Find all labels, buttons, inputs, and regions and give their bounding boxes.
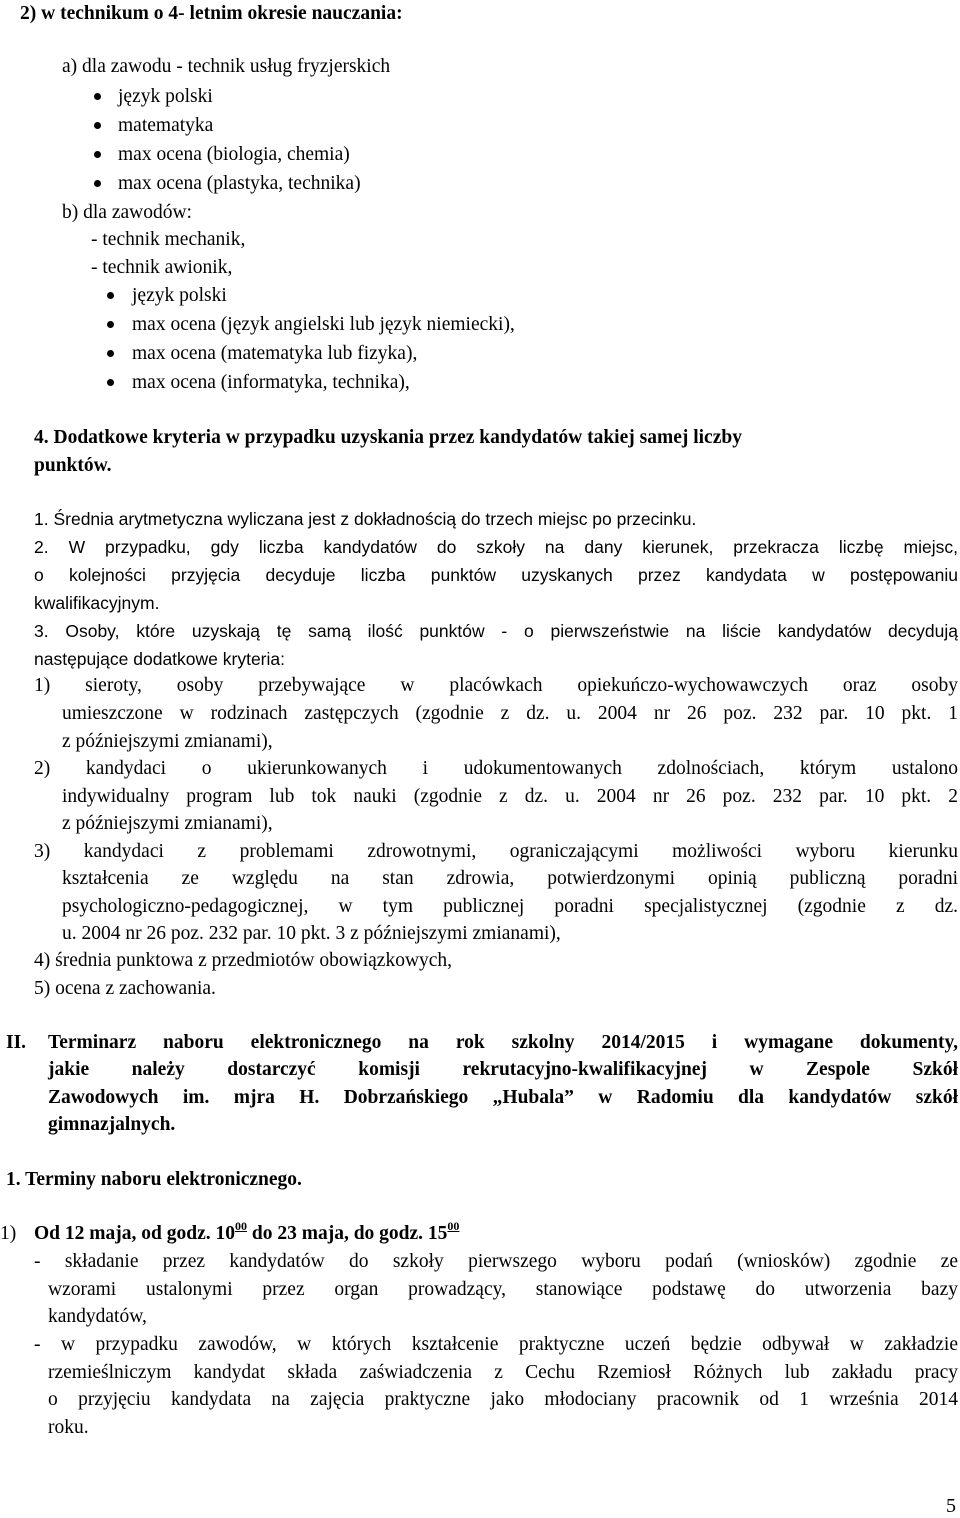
section-ii-heading-cont: Zawodowych im. mjra H. Dobrzańskiego „Hubala” w Radomiu dla kandydatów szkół (48, 1087, 958, 1108)
section-ii-heading-cont: jakie należy dostarczyć komisji rekrutacyjno-kwalifikacyjnej w Zespole Szkół (48, 1059, 958, 1080)
section-ii-heading: Terminarz naboru elektronicznego na rok szkolny 2014/2015 i wymagane dokumenty, (48, 1032, 958, 1053)
term-description-cont: kandydatów, (48, 1306, 147, 1327)
term-end: do 23 maja, do godz. 15 (246, 1223, 448, 1244)
additional-criterion: 5) ocena z zachowania. (34, 978, 216, 999)
additional-criterion-cont: psychologiczno-pedagogicznej, w tym publicznej poradni specjalistycznej (zgodnie z dz. (62, 896, 958, 917)
job-item: - technik awionik, (91, 257, 233, 278)
term-description-cont: wzorami ustalonymi przez organ prowadzący, stanowiące podstawę do utworzenia bazy (48, 1279, 958, 1300)
additional-criterion-cont: z późniejszymi zmianami), (62, 813, 273, 834)
additional-criterion-cont: umieszczone w rodzinach zastępczych (zgodnie z dz. u. 2004 nr 26 poz. 232 par. 10 pkt. 1 (62, 703, 958, 724)
term-date-range (34, 1219, 460, 1247)
bullet-icon (94, 180, 101, 187)
subsection-b-heading: b) dla zawodów: (62, 202, 192, 223)
list-item: język polski (118, 86, 213, 107)
additional-criterion: 4) średnia punktowa z przedmiotów obowiązkowych, (34, 950, 453, 971)
criteria-point-2: 2. W przypadku, gdy liczba kandydatów do szkoły na dany kierunek, przekracza liczbę miejsc, (34, 537, 958, 557)
list-item: język polski (132, 285, 227, 306)
term-number: 1) (0, 1223, 17, 1244)
list-item: max ocena (biologia, chemia) (118, 144, 350, 165)
term-description-cont: roku. (48, 1417, 89, 1438)
bullet-icon (94, 93, 101, 100)
term-description: - składanie przez kandydatów do szkoły pierwszego wyboru podań (wniosków) zgodnie ze (34, 1251, 958, 1272)
subsection-a-heading: a) dla zawodu - technik usług fryzjerskich (62, 56, 391, 77)
criteria-point-2-cont: o kolejności przyjęcia decyduje liczba punktów uzyskanych przez kandydata w postępowaniu (34, 565, 958, 585)
bullet-icon (94, 151, 101, 158)
terms-heading: 1. Terminy naboru elektronicznego. (6, 1169, 302, 1190)
criteria-point-3-cont: następujące dodatkowe kryteria: (34, 649, 285, 669)
list-item: max ocena (matematyka lub fizyka), (132, 343, 418, 364)
term-start: Od 12 maja, od godz. 10 (34, 1223, 235, 1244)
term-description-cont: o przyjęciu kandydata na zajęcia praktyczne jako młodociany pracownik od 1 września 2014 (48, 1389, 958, 1410)
list-item: max ocena (język angielski lub język niemiecki), (132, 314, 515, 335)
section-4-heading-cont: punktów. (34, 455, 112, 476)
section-heading: 2) w technikum o 4- letnim okresie nauczania: (20, 3, 403, 24)
term-description: - w przypadku zawodów, w których kształcenie praktyczne uczeń będzie odbywał w zakładzie (34, 1334, 958, 1355)
term-end-minutes: 00 (447, 1219, 460, 1233)
list-item: max ocena (plastyka, technika) (118, 173, 361, 194)
term-start-minutes: 00 (234, 1219, 247, 1233)
section-4-heading: 4. Dodatkowe kryteria w przypadku uzyskania przez kandydatów takiej samej liczby (34, 427, 742, 448)
bullet-icon (107, 321, 114, 328)
additional-criterion: 3) kandydaci z problemami zdrowotnymi, ograniczającymi możliwości wyboru kierunku (34, 841, 958, 862)
term-description-cont: rzemieślniczym kandydat składa zaświadczenia z Cechu Rzemiosł Różnych lub zakładu pracy (48, 1362, 958, 1383)
additional-criterion-cont: z późniejszymi zmianami), (62, 731, 273, 752)
bullet-icon (107, 350, 114, 357)
section-ii-heading-cont: gimnazjalnych. (48, 1114, 176, 1135)
criteria-point-3: 3. Osoby, które uzyskają tę samą ilość punktów - o pierwszeństwie na liście kandydatów decydują (34, 621, 958, 641)
job-item: - technik mechanik, (91, 229, 246, 250)
list-item: matematyka (118, 115, 214, 136)
bullet-icon (107, 292, 114, 299)
bullet-icon (94, 122, 101, 129)
additional-criterion-cont: indywidualny program lub tok nauki (zgodnie z dz. u. 2004 nr 26 poz. 232 par. 10 pkt. 2 (62, 786, 958, 807)
criteria-point-2-cont: kwalifikacyjnym. (34, 593, 160, 613)
criteria-point-1: 1. Średnia arytmetyczna wyliczana jest z dokładnością do trzech miejsc po przecinku. (34, 509, 697, 529)
additional-criterion: 2) kandydaci o ukierunkowanych i udokumentowanych zdolnościach, którym ustalono (34, 758, 958, 779)
bullet-icon (107, 379, 114, 386)
page-number: 5 (946, 1495, 956, 1517)
section-ii-numeral: II. (6, 1032, 27, 1053)
additional-criterion-cont: u. 2004 nr 26 poz. 232 par. 10 pkt. 3 z późniejszymi zmianami), (62, 923, 561, 944)
additional-criterion-cont: kształcenia ze względu na stan zdrowia, potwierdzonymi opinią publiczną poradni (62, 868, 958, 889)
list-item: max ocena (informatyka, technika), (132, 372, 410, 393)
additional-criterion: 1) sieroty, osoby przebywające w placówkach opiekuńczo-wychowawczych oraz osoby (34, 675, 958, 696)
